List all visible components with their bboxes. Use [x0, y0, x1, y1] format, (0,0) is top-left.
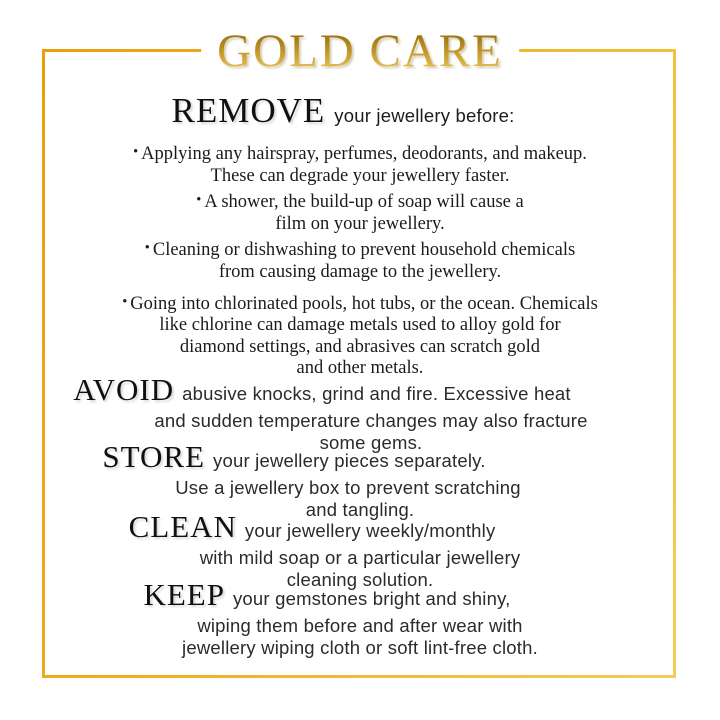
section-line: and tangling.: [305, 499, 415, 520]
section-line: some gems.: [319, 432, 423, 453]
section-text: abusive knocks, grind and fire. Excessive heat: [182, 383, 571, 404]
section-text: your jewellery pieces separately.: [213, 450, 486, 471]
bullet-line: and other metals.: [296, 358, 424, 379]
bullet-list: [45, 142, 675, 383]
section-keep: [45, 579, 675, 659]
remove-tagline: your jewellery before:: [334, 105, 515, 126]
bullet-text: Applying any hairspray, perfumes, deodorants, and makeup.: [141, 144, 587, 165]
bullet-icon: •: [196, 192, 202, 209]
section-line: with mild soap or a particular jewellery: [199, 547, 521, 568]
bullet-text: A shower, the build-up of soap will cause a: [204, 192, 524, 213]
bullet-line: diamond settings, and abrasives can scratch gold: [179, 336, 541, 357]
section-line: jewellery wiping cloth or soft lint-free cloth.: [182, 637, 538, 658]
bullet-text: Cleaning or dishwashing to prevent household chemicals: [152, 240, 576, 261]
section-line: wiping them before and after wear with: [197, 615, 523, 636]
section-text: your jewellery weekly/monthly: [244, 520, 496, 541]
bullet-text: Going into chlorinated pools, hot tubs, or the ocean. Chemicals: [130, 293, 598, 314]
section-text: your gemstones bright and shiny,: [232, 588, 511, 609]
title-banner: [201, 25, 519, 77]
bullet-icon: •: [144, 240, 150, 257]
list-item: [45, 292, 675, 380]
section-line: Use a jewellery box to prevent scratching: [175, 477, 521, 498]
section-line: cleaning solution.: [286, 569, 434, 590]
bullet-icon: •: [122, 293, 128, 310]
bullet-line: [45, 142, 675, 166]
store-heading: STORE: [102, 439, 206, 474]
list-item: [45, 142, 675, 187]
page-title: GOLD CARE: [217, 25, 503, 77]
bullet-line: [45, 292, 675, 316]
remove-heading: REMOVE: [171, 91, 326, 130]
bullet-line: film on your jewellery.: [275, 213, 445, 234]
list-item: [45, 238, 675, 283]
keep-heading: KEEP: [143, 577, 225, 612]
section-line: and sudden temperature changes may also fracture: [154, 410, 588, 431]
bullet-line: [45, 190, 675, 214]
section-first-line: [7, 374, 637, 410]
list-item: [45, 190, 675, 235]
remove-heading-line: [28, 92, 658, 130]
bullet-line: These can degrade your jewellery faster.: [210, 165, 510, 186]
section-first-line: [0, 441, 609, 477]
section-first-line: [0, 511, 627, 547]
bullet-line: like chlorine can damage metals used to alloy gold for: [159, 315, 561, 336]
section-first-line: [12, 579, 642, 615]
bullet-line: [45, 238, 675, 262]
clean-heading: CLEAN: [128, 509, 237, 544]
bullet-icon: •: [133, 144, 139, 160]
avoid-heading: AVOID: [73, 372, 175, 407]
bullet-line: from causing damage to the jewellery.: [218, 262, 502, 283]
